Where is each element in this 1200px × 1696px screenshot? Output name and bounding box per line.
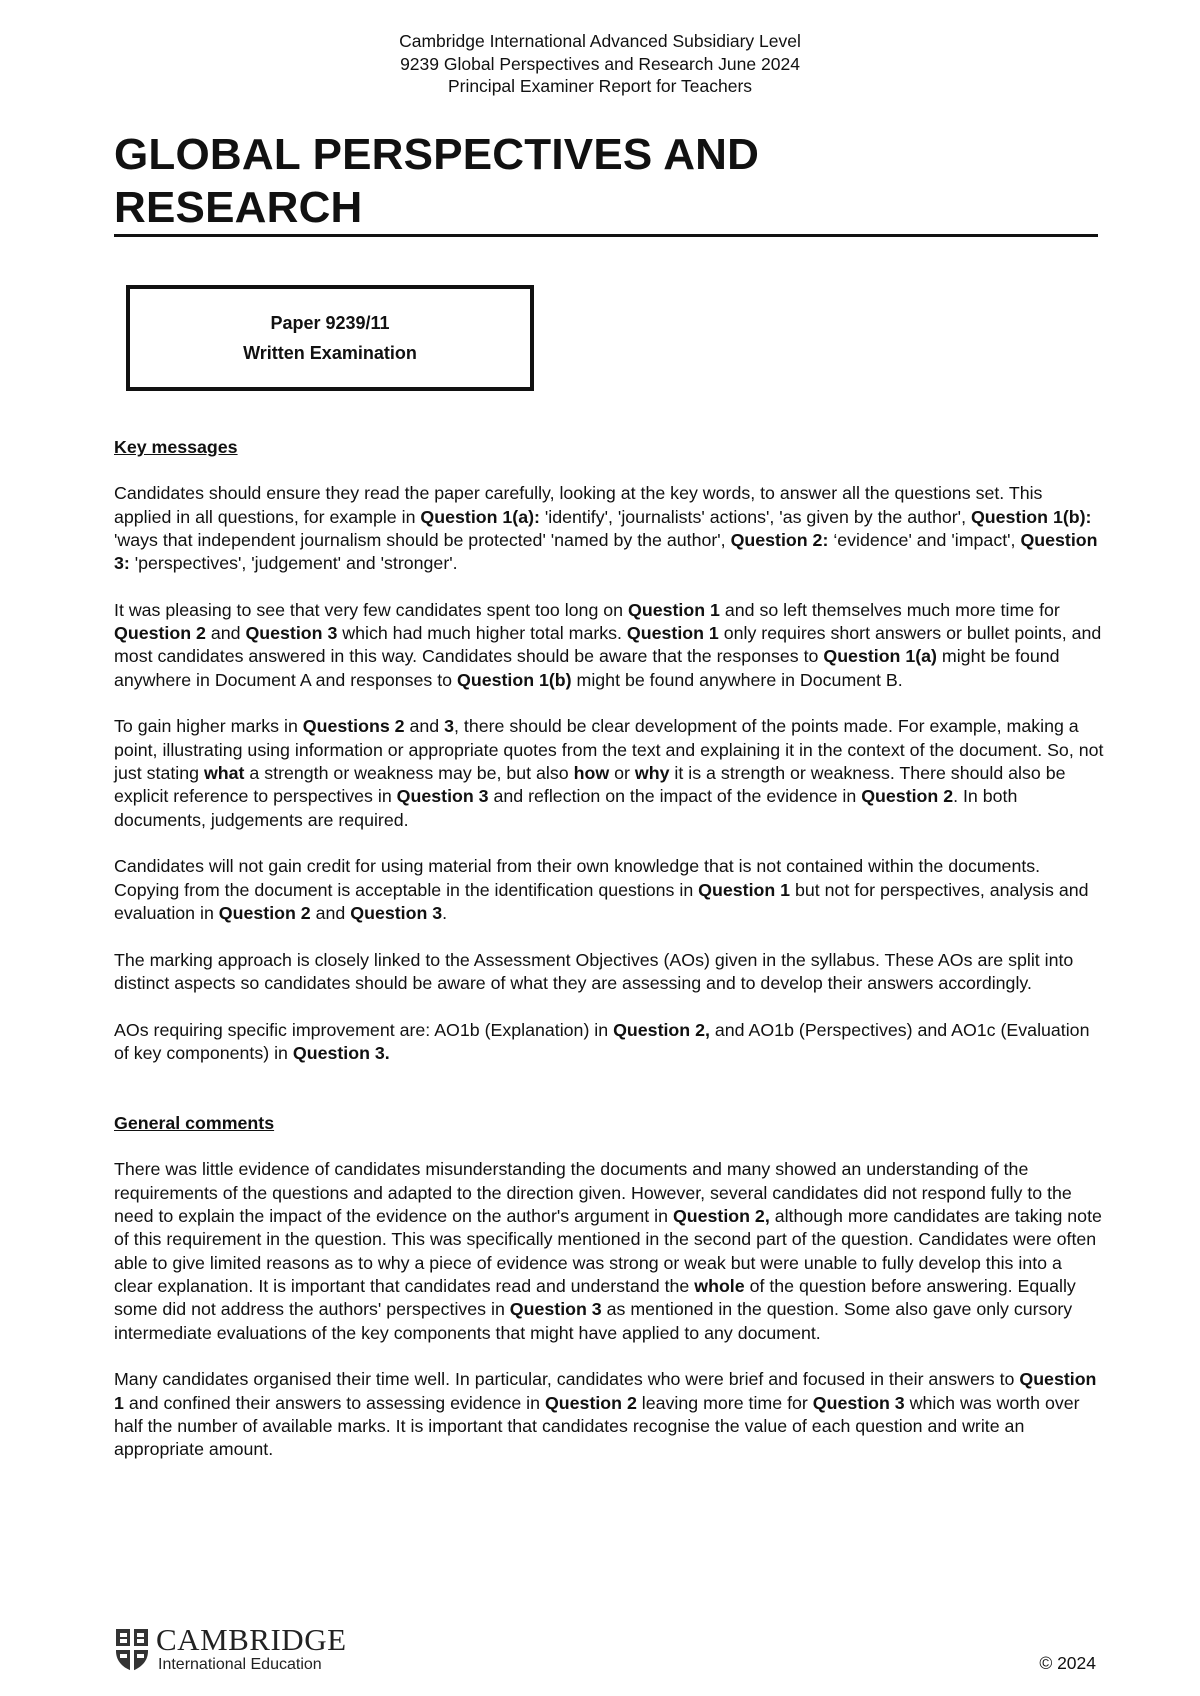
key-messages-paragraph-1: Candidates should ensure they read the paper carefully, looking at the key words, to answer all the questions set. This applied in all questions, for example in Question 1(a): 'identify', 'journalists' actions', 'as given by the author', Question 1(b): 'ways that independent journalism should be protected' 'named by the author', Question 2: ‘evidence' and 'impact', Question 3: 'perspectives', 'judgement' and 'stronger'. [114, 483, 1098, 574]
cambridge-shield-icon [114, 1627, 150, 1673]
section-heading-key-messages: Key messages [114, 437, 238, 457]
key-messages-paragraph-5: The marking approach is closely linked to the Assessment Objectives (AOs) given in the syllabus. These AOs are split into distinct aspects so candidates should be aware of what they are assessing and to develop their answers accordingly. [114, 949, 1074, 993]
header-line-report: Principal Examiner Report for Teachers [447, 76, 753, 96]
paper-type: Written Examination [243, 343, 417, 363]
title-line-2: RESEARCH [114, 183, 363, 232]
general-comments-paragraph-2: Many candidates organised their time well. In particular, candidates who were brief and focused in their answers to Question 1 and confined their answers to assessing evidence in Question 2 leaving more time for Question 3 which was worth over half the number of available marks. It is important that candidates recognise the value of each question and write an appropriate amount. [114, 1369, 1097, 1460]
report-body [114, 436, 1104, 1485]
header-line-syllabus: 9239 Global Perspectives and Research June 2024 [400, 53, 800, 74]
page-title [114, 128, 1094, 234]
title-line-1: GLOBAL PERSPECTIVES AND [114, 130, 760, 179]
copyright-notice: © 2024 [1039, 1653, 1096, 1673]
title-divider [114, 234, 1098, 237]
cambridge-logo [114, 1622, 364, 1678]
running-header [0, 30, 1200, 98]
paper-info-box [126, 285, 534, 391]
key-messages-paragraph-2: It was pleasing to see that very few candidates spent too long on Question 1 and so left themselves much more time for Question 2 and Question 3 which had much higher total marks. Question 1 only requires short answers or bullet points, and most candidates answered in this way. Candidates should be aware that the responses to Question 1(a) might be found anywhere in Document A and responses to Question 1(b) might be found anywhere in Document B. [114, 599, 1102, 690]
key-messages-paragraph-4: Candidates will not gain credit for using material from their own knowledge that is not contained within the documents. Copying from the document is acceptable in the identification questions in Question 1 but not for perspectives, analysis and evaluation in Question 2 and Question 3. [114, 856, 1089, 923]
key-messages-paragraph-3: To gain higher marks in Questions 2 and 3, there should be clear development of the points made. For example, making a point, illustrating using information or appropriate quotes from the text and explaining it in the context of the document. So, not just stating what a strength or weakness may be, but also how or why it is a strength or weakness. There should also be explicit reference to perspectives in Question 3 and reflection on the impact of the evidence in Question 2. In both documents, judgements are required. [114, 716, 1104, 830]
logo-subtitle: International Education [158, 1656, 322, 1673]
general-comments-paragraph-1: There was little evidence of candidates misunderstanding the documents and many showed an understanding of the requirements of the questions and adapted to the direction given. However, several candidates did not respond fully to the need to explain the impact of the evidence on the author's argument in Question 2, although more candidates are taking note of this requirement in the question. This was specifically mentioned in the second part of the question. Candidates were often able to give limited reasons as to why a piece of evidence was strong or weak but were unable to fully develop this into a clear explanation. It is important that candidates read and understand the whole of the question before answering. Equally some did not address the authors' perspectives in Question 3 as mentioned in the question. Some also gave only cursory intermediate evaluations of the key components that might have applied to any document. [114, 1159, 1102, 1343]
logo-wordmark: CAMBRIDGE [156, 1622, 347, 1657]
key-messages-paragraph-6: AOs requiring specific improvement are: AO1b (Explanation) in Question 2, and AO1b (Perspectives) and AO1c (Evaluation of key components) in Question 3. [114, 1019, 1090, 1063]
header-line-qualification: Cambridge International Advanced Subsidiary Level [399, 31, 801, 51]
section-heading-general-comments: General comments [114, 1113, 275, 1134]
paper-number: Paper 9239/11 [270, 313, 390, 333]
